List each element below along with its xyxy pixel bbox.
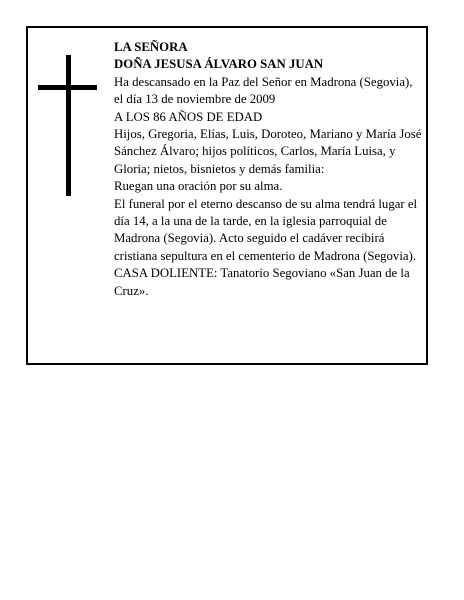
funeral-details: El funeral por el eterno descanso de su alma tendrá lugar el día 14, a la una de la tarde, en la iglesia parroquial de Madrona (Segovia). Acto seguido el cadáver recibirá cristiana sepultura en el cementerio de Madrona (Segovia). [114,196,418,263]
notice-title: LA SEÑORA [114,40,188,54]
prayer-request: Ruegan una oración por su alma. [114,179,283,194]
cross-vertical-bar [66,55,71,196]
obituary-text [114,39,424,300]
death-info: Ha descansado en la Paz del Señor en Madrona (Segovia), el día 13 de noviembre de 2009 [114,74,413,107]
cross-horizontal-bar [38,85,97,90]
deceased-name: DOÑA JESUSA ÁLVARO SAN JUAN [114,57,324,72]
family-list: Hijos, Gregoria, Elías, Luis, Doroteo, Mariano y María José Sánchez Álvaro; hijos políticos, Carlos, María Luisa, y Gloria; nietos, bisnietos y demás familia: [114,127,422,176]
age-line: A LOS 86 AÑOS DE EDAD [114,109,263,124]
casa-doliente: CASA DOLIENTE: Tanatorio Segoviano «San Juan de la Cruz». [114,266,410,298]
